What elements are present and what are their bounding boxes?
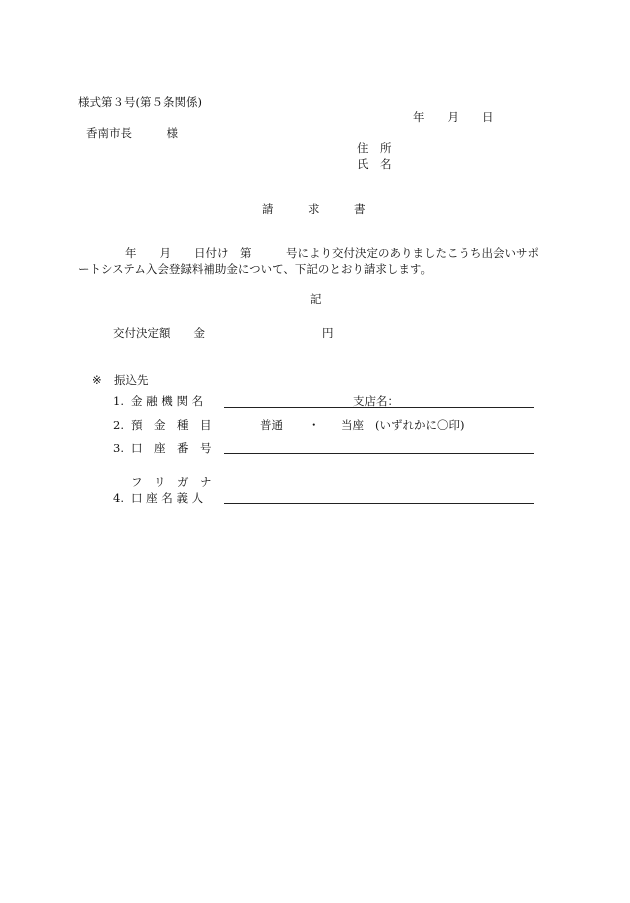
body-line-2: ートシステム入会登録料補助金について、下記のとおり請求します。	[78, 262, 432, 276]
item-3-number: 3.	[113, 441, 124, 455]
date-line: 年 月 日	[413, 110, 494, 124]
item-1-number: 1.	[113, 394, 124, 408]
account-holder-line[interactable]	[224, 503, 534, 504]
addressee: 香南市長 様	[86, 126, 178, 140]
ki-heading: 記	[310, 292, 322, 306]
item-3-label: 口 座 番 号	[131, 441, 212, 455]
note-mark: ※	[92, 373, 102, 387]
address-label: 住 所	[357, 141, 392, 155]
bank-name-line[interactable]	[224, 407, 534, 408]
item-1-label: 金 融 機 関 名	[131, 394, 204, 408]
item-2-label: 預 金 種 目	[131, 418, 212, 432]
name-label: 氏 名	[357, 157, 392, 171]
mark-instruction: (いずれかに〇印)	[375, 418, 465, 432]
transfer-heading: 振込先	[114, 373, 149, 387]
form-number: 様式第３号(第５条関係)	[78, 95, 202, 109]
item-4-label: 口 座 名 義 人	[131, 491, 204, 505]
amount-unit: 円	[322, 326, 334, 340]
furigana-label: フ リ ガ ナ	[131, 475, 212, 489]
body-line-1: 年 月 日付け 第 号により交付決定のありましたこうち出会いサポ	[125, 246, 539, 260]
amount-label: 交付決定額 金	[113, 326, 205, 340]
account-number-line[interactable]	[224, 453, 534, 454]
account-type-futsu[interactable]: 普通	[260, 418, 283, 432]
item-4-number: 4.	[113, 491, 124, 505]
account-type-separator: ・	[308, 418, 320, 432]
item-2-number: 2.	[113, 418, 124, 432]
branch-label: 支店名：	[353, 394, 399, 408]
document-title: 請 求 書	[262, 202, 366, 216]
account-type-touza[interactable]: 当座	[341, 418, 364, 432]
